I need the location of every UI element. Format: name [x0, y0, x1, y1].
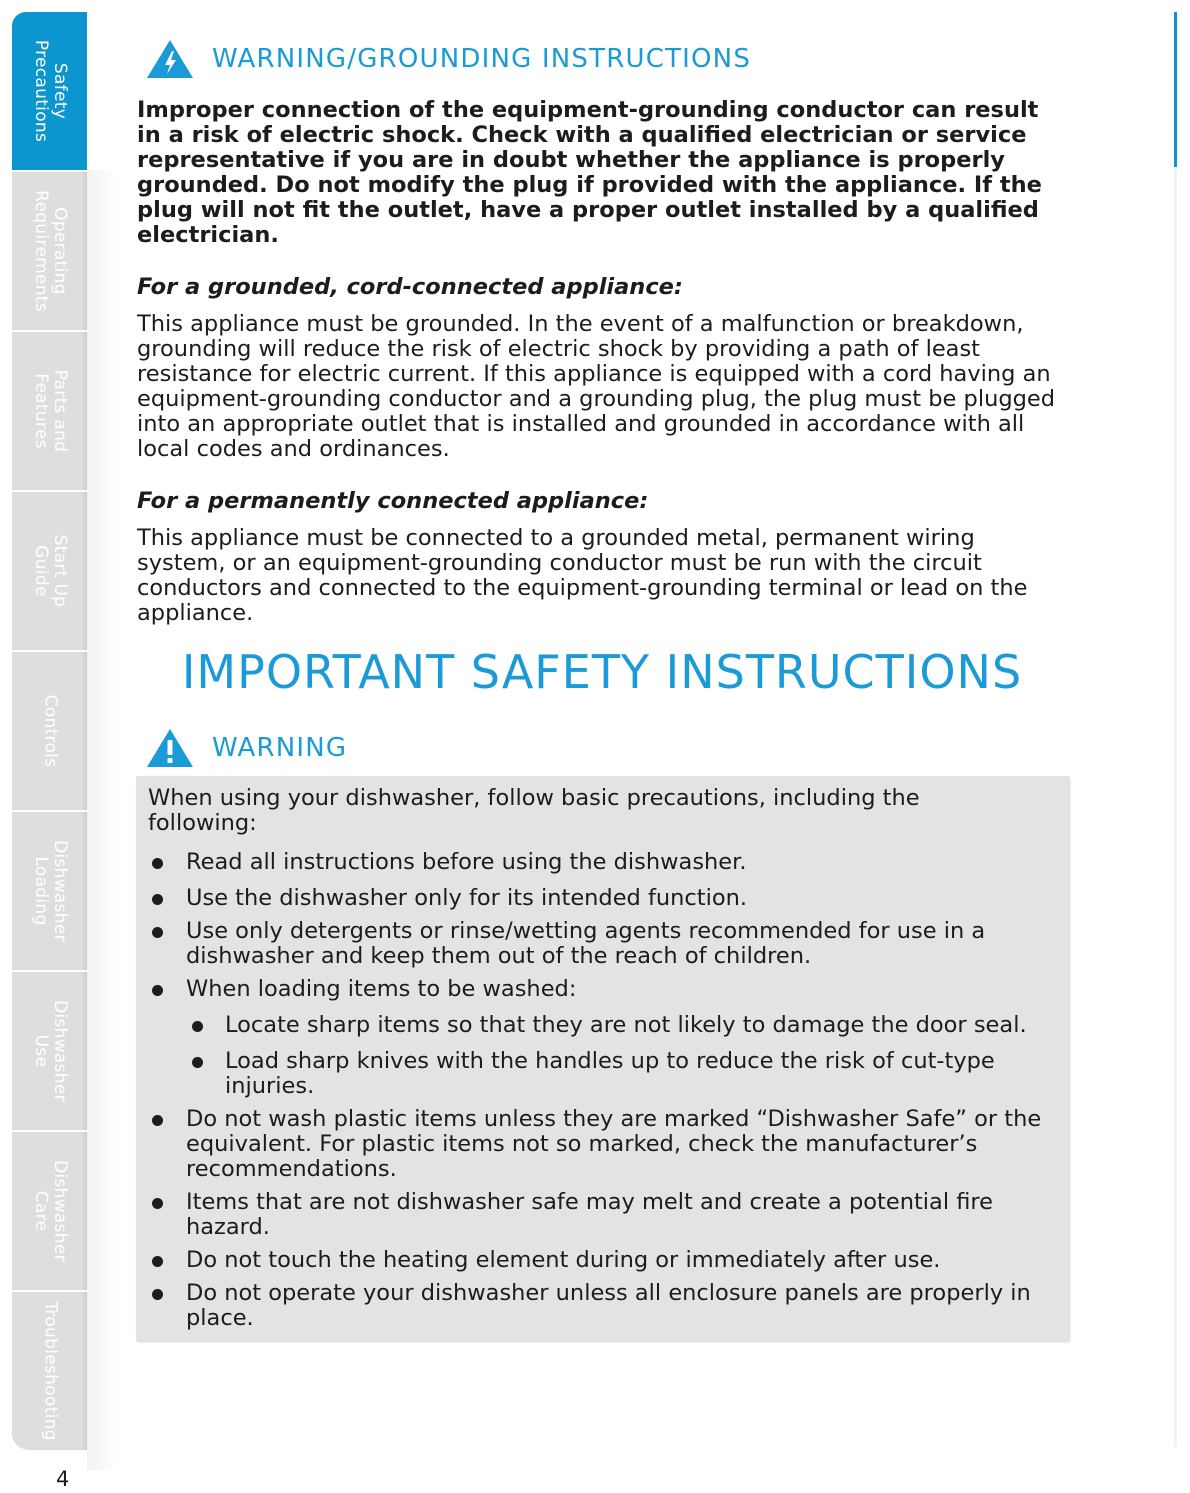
page-number: 4 [56, 1467, 70, 1491]
page-title: IMPORTANT SAFETY INSTRUCTIONS [181, 645, 1023, 699]
page-scrollbar[interactable] [1174, 12, 1177, 1447]
tab-start-up-guide[interactable] [12, 492, 87, 652]
list-item [148, 977, 1069, 1002]
tab-dishwasher-care[interactable] [12, 1132, 87, 1292]
tab-label: Start Up Guide [30, 534, 70, 608]
bullet-icon [152, 1256, 163, 1267]
list-item-text: Read all instructions before using the dishwasher. [186, 849, 747, 875]
bullet-icon [152, 927, 163, 938]
grounding-warning-text: Improper connection of the equipment-grounding conductor can result in a risk of electric shock. Check with a qualified electrician or service representative if you are in doubt whether the appliance is properly grounded. Do not modify the plug if provided with the appliance. If the plug will not fit the outlet, have a proper outlet installed by a qualified electrician. [137, 97, 1042, 248]
electric-warning-icon [145, 38, 195, 80]
permanent-connection-text: This appliance must be connected to a grounded metal, permanent wiring system, or an equipment-grounding conductor must be run with the circuit conductors and connected to the equipment-grounding terminal or lead on the appliance. [137, 525, 1028, 626]
cord-connected-title: For a grounded, cord-connected appliance: [137, 274, 683, 300]
list-item-text: Locate sharp items so that they are not likely to damage the door seal. [225, 1012, 1027, 1038]
list-item-text: Do not operate your dishwasher unless all enclosure panels are properly in place. [186, 1280, 1031, 1331]
section-tabs [12, 12, 87, 1447]
precautions-intro: When using your dishwasher, follow basic precautions, including the following: [148, 785, 920, 836]
tab-dishwasher-use[interactable] [12, 972, 87, 1132]
sidebar-shadow [87, 170, 117, 1470]
tab-label: Troubleshooting [40, 1301, 60, 1441]
list-item-text: Load sharp knives with the handles up to reduce the risk of cut-type injuries. [225, 1048, 995, 1099]
bullet-icon [152, 1115, 163, 1126]
tab-label: Operating Requirements [30, 190, 70, 312]
tab-controls[interactable] [12, 652, 87, 812]
precautions-list [148, 850, 1069, 1331]
tab-label: Parts and Features [30, 369, 70, 453]
sub-list-item [148, 1049, 1069, 1099]
tab-troubleshooting[interactable] [12, 1292, 87, 1452]
warning-label: WARNING [212, 733, 348, 763]
tab-label: Dishwasher Use [30, 1000, 70, 1102]
list-item-text: Items that are not dishwasher safe may melt and create a potential fire hazard. [186, 1189, 994, 1240]
list-item-text: Use only detergents or rinse/wetting agents recommended for use in a dishwasher and keep them out of the reach of children. [186, 918, 986, 969]
list-item [148, 1107, 1069, 1182]
list-item-text: When loading items to be washed: [186, 976, 577, 1002]
list-item [148, 1190, 1069, 1240]
list-item [148, 886, 1069, 911]
tab-safety-precautions[interactable] [12, 12, 87, 172]
tab-label: Dishwasher Care [30, 1160, 70, 1262]
bullet-icon [192, 1021, 203, 1032]
tab-label: Controls [40, 694, 60, 768]
tab-label: Safety Precautions [30, 39, 70, 143]
bullet-icon [192, 1057, 203, 1068]
bullet-icon [152, 1289, 163, 1300]
exclamation-warning-icon [145, 727, 195, 769]
precautions-box [136, 776, 1069, 1341]
list-item-text: Do not touch the heating element during or immediately after use. [186, 1247, 941, 1273]
section-heading: WARNING/GROUNDING INSTRUCTIONS [212, 44, 752, 74]
list-item [148, 850, 1069, 875]
list-item-text: Use the dishwasher only for its intended function. [186, 885, 748, 911]
cord-connected-text: This appliance must be grounded. In the event of a malfunction or breakdown, grounding will reduce the risk of electric shock by providing a path of least resistance for electric current. If this appliance is equipped with a cord having an equipment-grounding conductor and a grounding plug, the plug must be plugged into an appropriate outlet that is installed and grounded in accordance with all local codes and ordinances. [137, 311, 1056, 462]
sub-list-item [148, 1013, 1069, 1038]
tab-operating-requirements[interactable] [12, 172, 87, 332]
bullet-icon [152, 985, 163, 996]
bullet-icon [152, 1198, 163, 1209]
warning-heading [137, 726, 1067, 770]
scrollbar-thumb[interactable] [1174, 12, 1177, 167]
tab-parts-and-features[interactable] [12, 332, 87, 492]
grounding-heading [137, 34, 1067, 84]
bullet-icon [152, 858, 163, 869]
list-item [148, 919, 1069, 969]
tab-dishwasher-loading[interactable] [12, 812, 87, 972]
list-item-text: Do not wash plastic items unless they are marked “Dishwasher Safe” or the equivalent. For plastic items not so marked, check the manufacturer’s recommendations. [186, 1106, 1042, 1182]
bullet-icon [152, 894, 163, 905]
list-item [148, 1248, 1069, 1273]
tab-label: Dishwasher Loading [30, 840, 70, 942]
permanent-connection-title: For a permanently connected appliance: [137, 488, 649, 514]
page-content [137, 34, 1067, 1341]
list-item [148, 1281, 1069, 1331]
